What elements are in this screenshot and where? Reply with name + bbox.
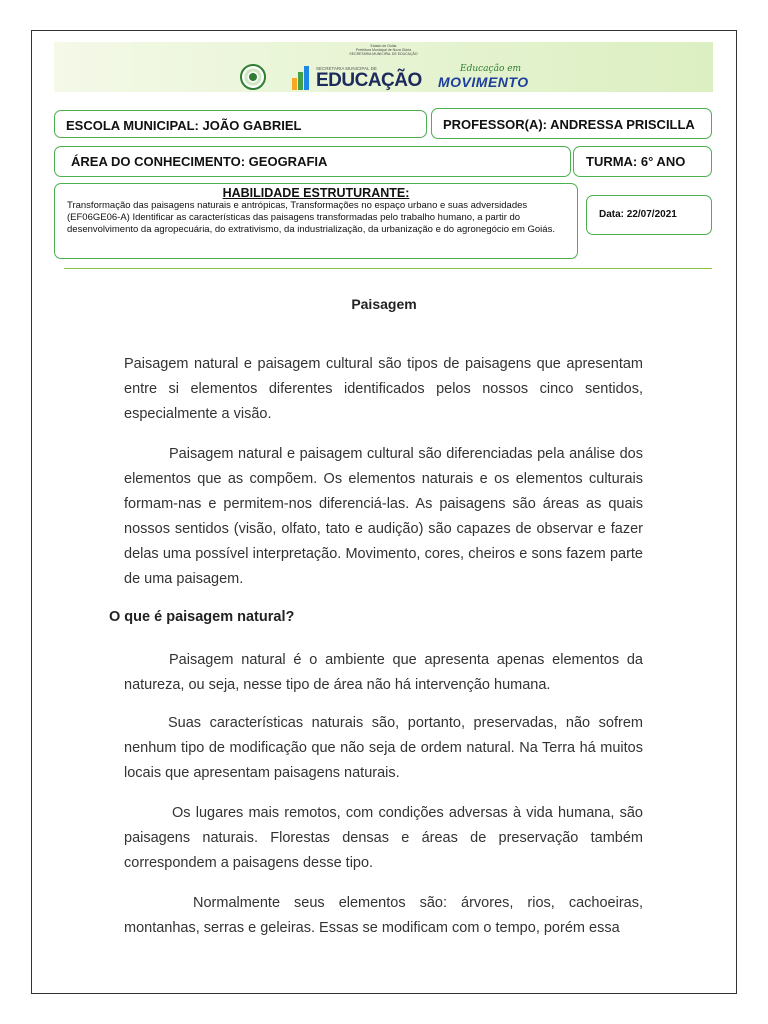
habilidade-box bbox=[54, 183, 578, 259]
paragraph-caracteristicas: Suas características naturais são, portanto, preservadas, não sofrem nenhum tipo de modificação que não seja de ordem natural. Na Terra há muitos locais que apresentam paisagens naturais. bbox=[124, 715, 643, 781]
professor-box bbox=[431, 108, 712, 139]
paragraph-elementos: Normalmente seus elementos são: árvores, rios, cachoeiras, montanhas, serras e geleiras. Essas se modificam com o tempo, porém essa bbox=[124, 895, 643, 936]
banner-secretaria-line: SECRETARIA MUNICIPAL DE EDUCAÇÃO bbox=[349, 52, 418, 56]
data-label: Data: 22/07/2021 bbox=[599, 209, 677, 220]
educacao-logo bbox=[292, 64, 422, 92]
habilidade-title: HABILIDADE ESTRUTURANTE: bbox=[222, 186, 410, 200]
header-divider bbox=[64, 268, 712, 269]
banner-prefeitura-line: Prefeitura Municipal de Nova Glória bbox=[355, 48, 412, 52]
bar-graph-icon bbox=[292, 66, 314, 90]
paragraph-diferenciacao: Paisagem natural e paisagem cultural são diferenciadas pela análise dos elementos que as compõem. Os elementos naturais e os elementos culturais formam-nas e permitem-nos diferenciá-las. As paisagens são áreas as quais nossos sentidos (visão, olfato, tato e audição) são capazes de observar e fazer delas uma possível interpretação. Movimento, cores, cheiros e sons fazem parte de uma paisagem. bbox=[124, 446, 643, 587]
page-title: Paisagem bbox=[351, 296, 417, 312]
movimento-logo-text: MOVIMENTO bbox=[438, 74, 529, 90]
educacao-logo-small-text: SECRETARIA MUNICIPAL DE bbox=[316, 66, 377, 71]
turma-box bbox=[573, 146, 712, 177]
header-banner bbox=[54, 42, 713, 92]
educacao-logo-text: EDUCAÇÃO bbox=[316, 70, 422, 91]
data-box bbox=[586, 195, 712, 235]
escola-box bbox=[54, 110, 427, 138]
movimento-logo-script: Educação em bbox=[460, 64, 522, 74]
habilidade-text: Transformação das paisagens naturais e antrópicas, Transformações no espaço urbano e suas adversidades (EF06GE06-A) Identificar as características das paisagens transformadas pelo trabalho humano, a partir do desenvolvimento da agropecuária, do extrativismo, da industrialização, da urbanização e do agronegócio em Goiás. bbox=[67, 200, 555, 235]
area-box bbox=[54, 146, 571, 177]
banner-state-line: Estado de Goiás bbox=[370, 44, 397, 48]
municipal-seal-icon bbox=[240, 64, 266, 90]
turma-label: TURMA: 6° ANO bbox=[586, 154, 686, 169]
paragraph-lugares-remotos: Os lugares mais remotos, com condições adversas à vida humana, são paisagens naturais. Florestas densas e áreas de preservação também correspondem a paisagens desse tipo. bbox=[124, 805, 643, 871]
paragraph-definicao: Paisagem natural é o ambiente que apresenta apenas elementos da natureza, ou seja, nesse tipo de área não há intervenção humana. bbox=[124, 652, 643, 693]
paragraph-intro: Paisagem natural e paisagem cultural são tipos de paisagens que apresentam entre si elementos diferentes identificados pelos nossos cinco sentidos, especialmente a visão. bbox=[124, 356, 643, 422]
area-label: ÁREA DO CONHECIMENTO: GEOGRAFIA bbox=[71, 154, 328, 169]
section-heading: O que é paisagem natural? bbox=[109, 609, 295, 625]
professor-label: PROFESSOR(A): ANDRESSA PRISCILLA bbox=[443, 117, 695, 132]
escola-label: ESCOLA MUNICIPAL: JOÃO GABRIEL bbox=[66, 118, 302, 133]
educacao-em-movimento-logo bbox=[438, 64, 538, 92]
